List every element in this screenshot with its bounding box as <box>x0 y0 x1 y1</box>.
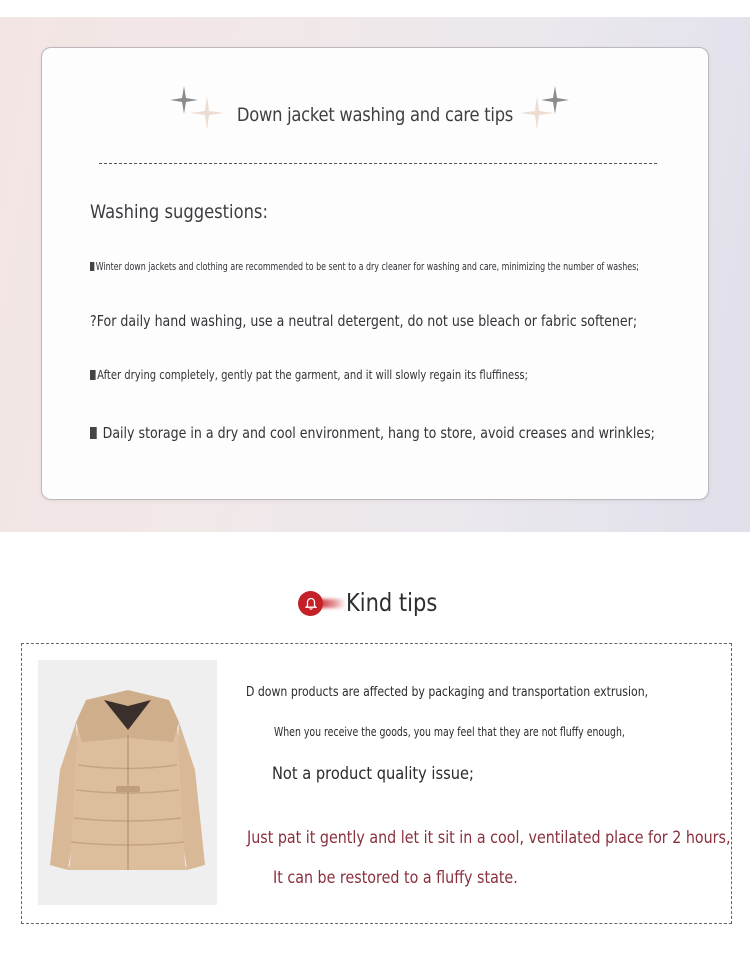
tip-item: Winter down jackets and clothing are recommended to be sent to a dry cleaner for washing and care, minimizing the number of washes; <box>90 260 639 273</box>
bullet-icon: ? <box>90 312 97 330</box>
care-tips-card <box>41 47 709 500</box>
tip-item: ?For daily hand washing, use a neutral detergent, do not use bleach or fabric softener; <box>90 312 638 330</box>
kind-tip-highlight: It can be restored to a fluffy state. <box>273 868 518 888</box>
tip-item: After drying completely, gently pat the garment, and it will slowly regain its fluffiness; <box>90 367 528 382</box>
kind-tips-header <box>296 588 446 620</box>
bell-icon <box>298 591 323 616</box>
bullet-icon <box>90 262 94 271</box>
kind-tips-box <box>21 643 732 924</box>
sparkle-icon <box>541 86 569 114</box>
card-title: Down jacket washing and care tips <box>236 104 514 126</box>
kind-tip-line: When you receive the goods, you may feel that they are not fluffy enough, <box>274 725 625 739</box>
product-image <box>38 660 217 905</box>
kind-tips-title: Kind tips <box>346 588 438 617</box>
tip-item: Daily storage in a dry and cool environment, hang to store, avoid creases and wrinkles; <box>90 424 655 442</box>
kind-tip-line: D down products are affected by packaging and transportation extrusion, <box>246 685 649 700</box>
bullet-icon <box>90 370 96 380</box>
dashed-divider <box>99 163 657 164</box>
washing-suggestions-heading: Washing suggestions: <box>90 201 268 223</box>
bullet-icon <box>90 427 97 439</box>
kind-tip-line: Not a product quality issue; <box>272 764 474 784</box>
kind-tip-highlight: Just pat it gently and let it sit in a cool, ventilated place for 2 hours, <box>247 828 731 848</box>
care-tips-section <box>0 17 750 532</box>
